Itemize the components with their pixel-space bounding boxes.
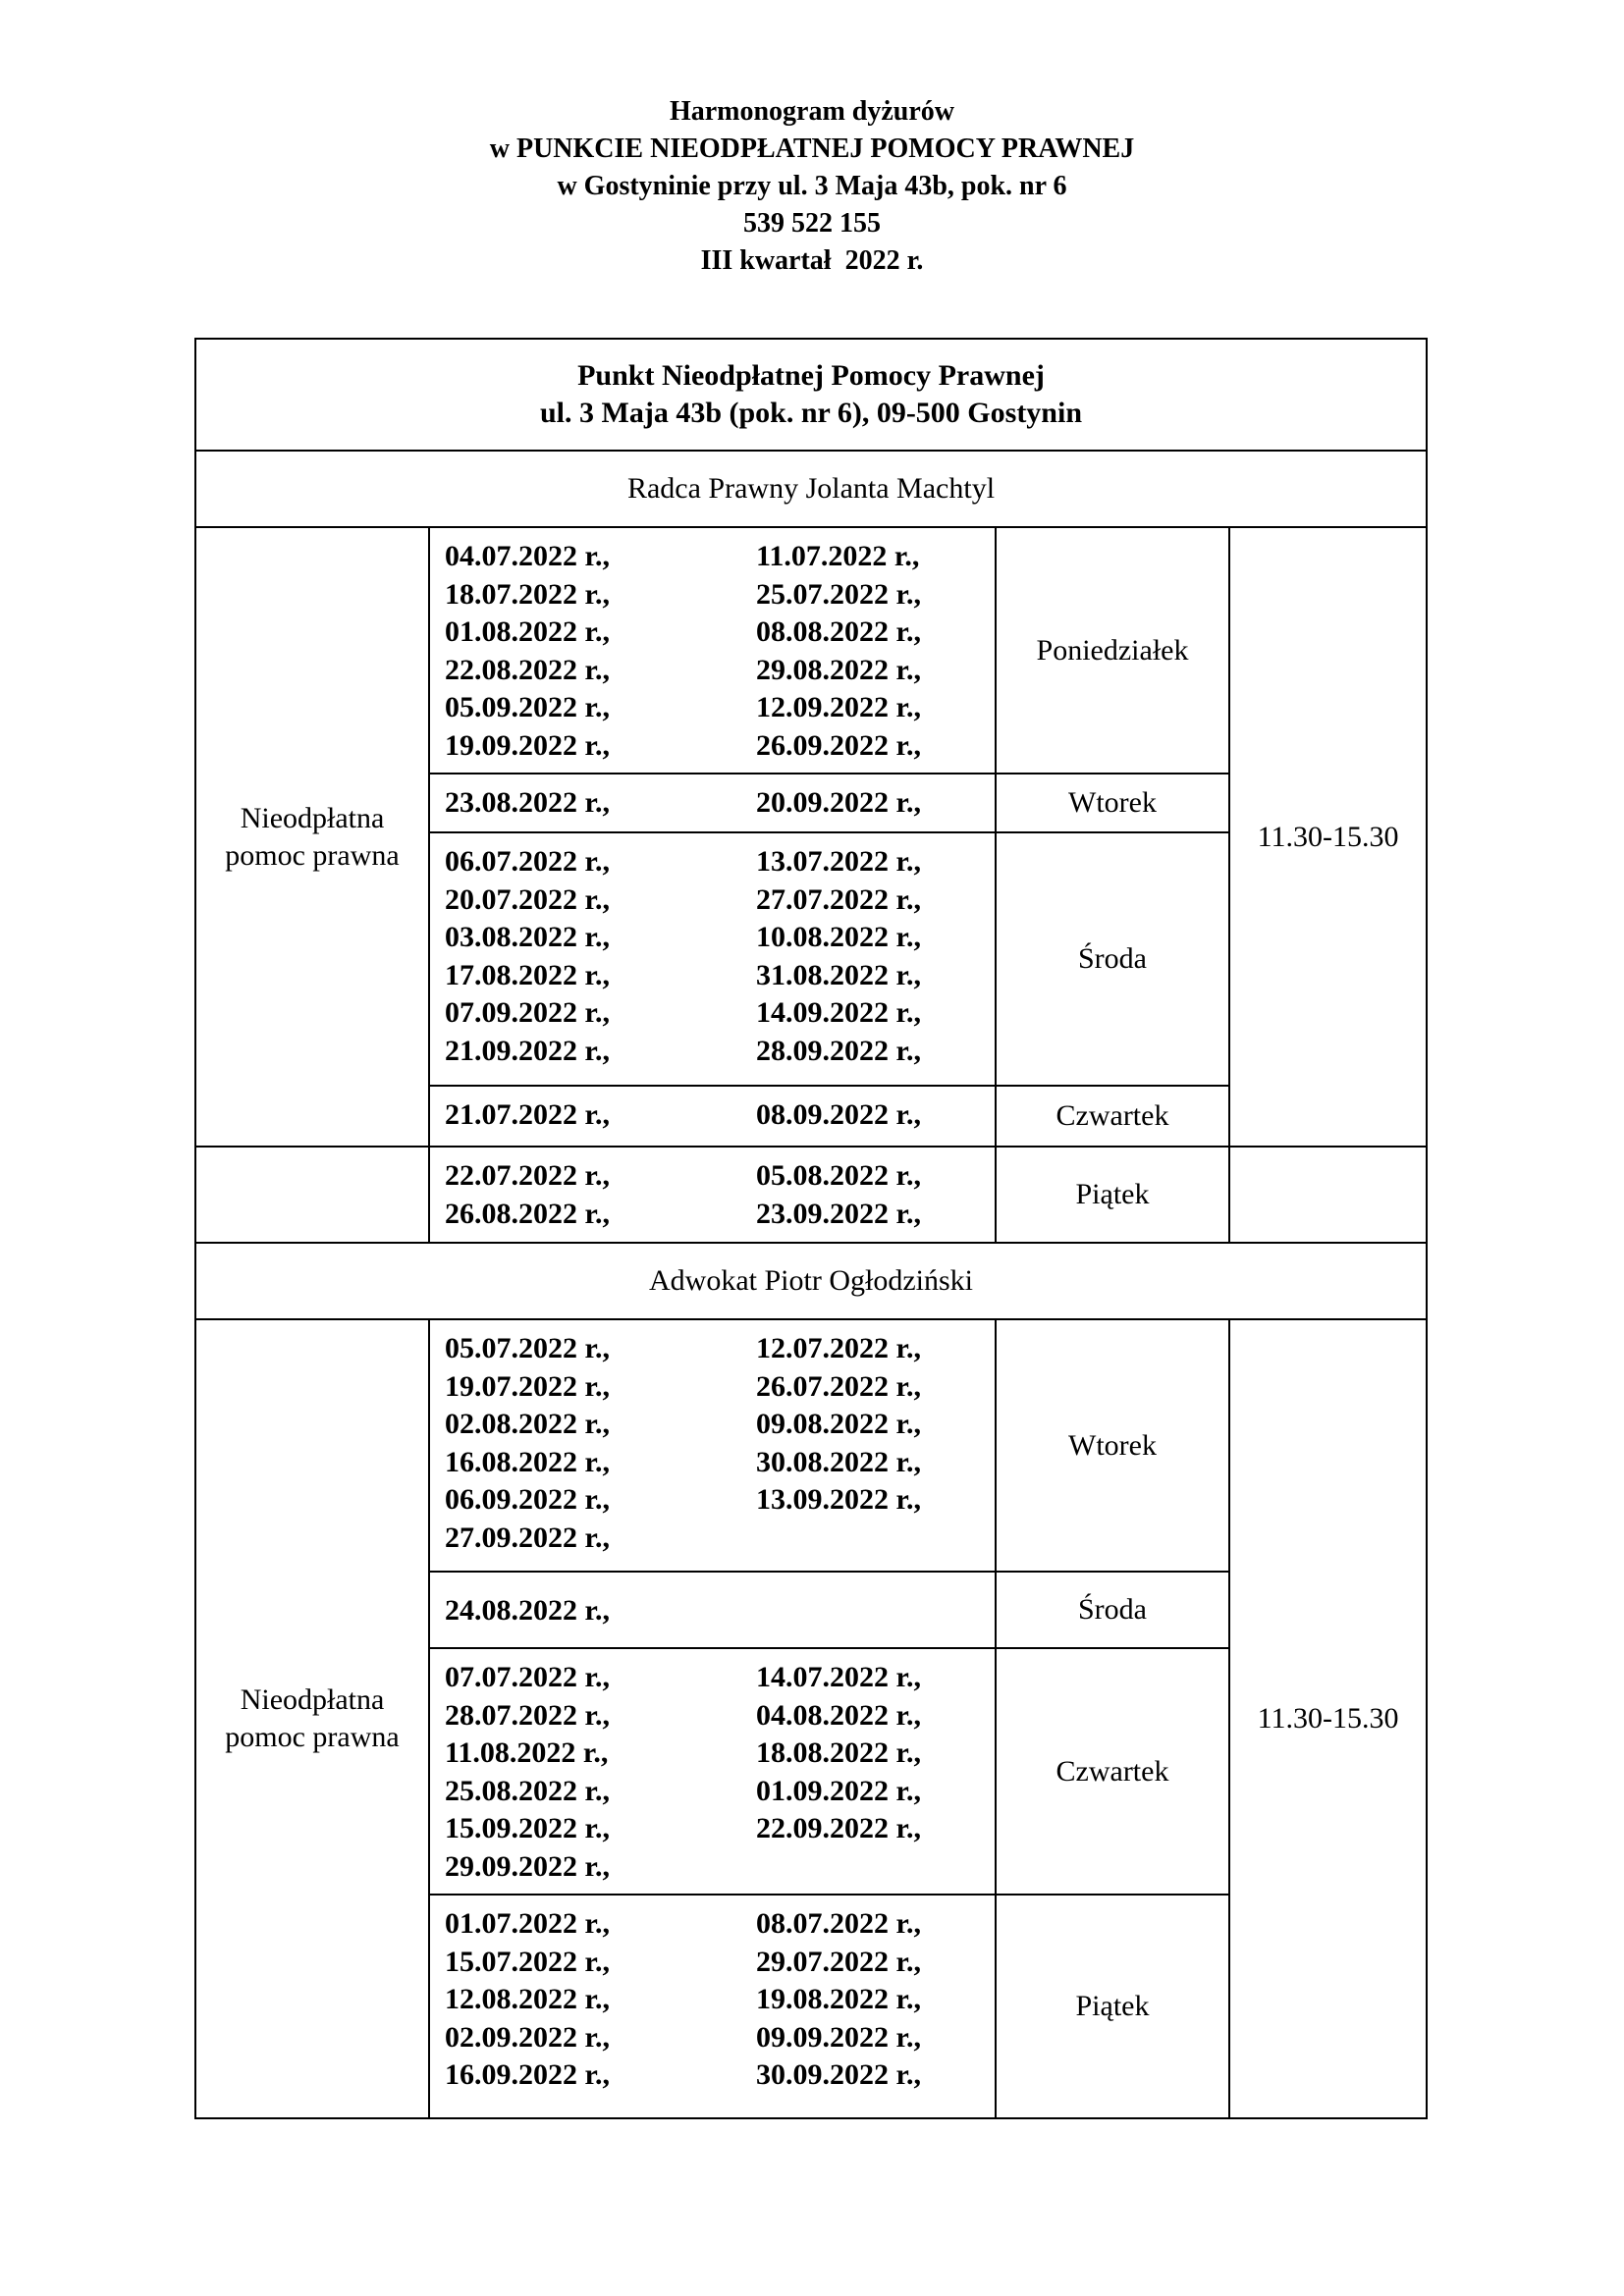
dates-cell	[429, 527, 996, 774]
date: 28.07.2022 r.,	[445, 1698, 611, 1732]
lawyer-name: Radca Prawny Jolanta Machtyl	[195, 451, 1427, 527]
document-header	[0, 93, 1624, 280]
date: 23.09.2022 r.,	[756, 1197, 922, 1230]
date: 01.09.2022 r.,	[756, 1774, 922, 1807]
date: 19.07.2022 r.,	[445, 1369, 611, 1403]
date: 04.08.2022 r.,	[756, 1698, 922, 1732]
date: 18.08.2022 r.,	[756, 1736, 922, 1769]
weekday: Piątek	[996, 1147, 1229, 1243]
dates-cell	[429, 1319, 996, 1572]
date: 01.08.2022 r.,	[445, 615, 611, 648]
dates-cell	[429, 1086, 996, 1147]
date: 08.08.2022 r.,	[756, 615, 922, 648]
date: 16.09.2022 r.,	[445, 2058, 611, 2091]
date: 02.09.2022 r.,	[445, 2020, 611, 2054]
date: 29.07.2022 r.,	[756, 1945, 922, 1978]
dates-list	[445, 1157, 995, 1233]
dates-list	[445, 1659, 995, 1886]
service-label	[195, 1319, 429, 2118]
date: 23.08.2022 r.,	[445, 786, 611, 819]
table-title: Punkt Nieodpłatnej Pomocy Prawnej	[577, 359, 1045, 392]
date: 20.07.2022 r.,	[445, 882, 611, 916]
date: 28.09.2022 r.,	[756, 1034, 922, 1067]
service-label	[195, 527, 429, 1147]
dates-list	[445, 843, 995, 1070]
date: 26.09.2022 r.,	[756, 728, 922, 762]
header-title: Harmonogram dyżurów	[669, 96, 955, 127]
weekday: Wtorek	[996, 774, 1229, 832]
dates-cell	[429, 774, 996, 832]
service-label-line1: Nieodpłatna	[240, 1683, 385, 1716]
date: 09.08.2022 r.,	[756, 1408, 922, 1440]
date: 22.07.2022 r.,	[445, 1159, 611, 1192]
date: 25.08.2022 r.,	[445, 1774, 611, 1807]
date: 26.07.2022 r.,	[756, 1369, 922, 1403]
date	[756, 1592, 982, 1630]
date: 15.09.2022 r.,	[445, 1812, 611, 1844]
date: 11.08.2022 r.,	[445, 1736, 609, 1769]
date: 08.09.2022 r.,	[756, 1098, 922, 1131]
date: 26.08.2022 r.,	[445, 1197, 611, 1230]
schedule-table	[194, 338, 1428, 2119]
service-label-line2: pomoc prawna	[225, 838, 400, 872]
date: 10.08.2022 r.,	[756, 921, 922, 953]
hours: 11.30-15.30	[1229, 527, 1427, 1147]
dates-list	[445, 1905, 995, 2095]
lawyer-row	[195, 451, 1427, 527]
date: 05.09.2022 r.,	[445, 691, 611, 723]
date: 24.08.2022 r.,	[445, 1593, 611, 1627]
schedule-row	[195, 1319, 1427, 1572]
dates-cell	[429, 1648, 996, 1895]
date: 05.08.2022 r.,	[756, 1159, 922, 1192]
date: 06.09.2022 r.,	[445, 1483, 611, 1516]
date: 07.09.2022 r.,	[445, 996, 611, 1029]
header-phone: 539 522 155	[743, 208, 881, 239]
lawyer-row	[195, 1243, 1427, 1319]
date: 18.07.2022 r.,	[445, 577, 611, 611]
weekday: Wtorek	[996, 1319, 1229, 1572]
date: 06.07.2022 r.,	[445, 845, 611, 878]
date: 04.07.2022 r.,	[445, 540, 611, 572]
date: 27.09.2022 r.,	[445, 1521, 611, 1554]
dates-list	[445, 784, 995, 823]
empty-label-cell	[195, 1147, 429, 1243]
dates-list	[445, 1592, 995, 1630]
table-address: ul. 3 Maja 43b (pok. nr 6), 09-500 Gostynin	[540, 397, 1083, 429]
date: 12.08.2022 r.,	[445, 1983, 611, 2015]
weekday: Środa	[996, 1572, 1229, 1648]
dates-cell	[429, 1572, 996, 1648]
date: 15.07.2022 r.,	[445, 1945, 611, 1978]
date: 14.09.2022 r.,	[756, 996, 922, 1029]
empty-hours-cell	[1229, 1147, 1427, 1243]
date	[756, 1848, 982, 1887]
date: 12.09.2022 r.,	[756, 691, 922, 723]
dates-list	[445, 1330, 995, 1557]
date: 08.07.2022 r.,	[756, 1907, 922, 1940]
header-quarter: III kwartał 2022 r.	[700, 245, 924, 276]
date: 13.09.2022 r.,	[756, 1483, 922, 1516]
weekday: Czwartek	[996, 1086, 1229, 1147]
table-title-row	[195, 339, 1427, 451]
date: 29.09.2022 r.,	[445, 1849, 611, 1883]
date: 01.07.2022 r.,	[445, 1907, 611, 1940]
date: 19.09.2022 r.,	[445, 728, 611, 762]
header-point-name: w PUNKCIE NIEODPŁATNEJ POMOCY PRAWNEJ	[489, 133, 1135, 164]
header-address: w Gostyninie przy ul. 3 Maja 43b, pok. nr 6	[557, 171, 1067, 201]
dates-list	[445, 538, 995, 765]
date: 30.08.2022 r.,	[756, 1445, 922, 1478]
date: 13.07.2022 r.,	[756, 845, 922, 878]
date: 16.08.2022 r.,	[445, 1445, 611, 1478]
date: 22.08.2022 r.,	[445, 653, 611, 686]
weekday: Środa	[996, 832, 1229, 1086]
date: 19.08.2022 r.,	[756, 1983, 922, 2015]
date: 20.09.2022 r.,	[756, 786, 922, 819]
service-label-line2: pomoc prawna	[225, 1721, 400, 1753]
date: 21.09.2022 r.,	[445, 1034, 611, 1067]
service-label-line1: Nieodpłatna	[240, 801, 385, 834]
hours: 11.30-15.30	[1229, 1319, 1427, 2118]
date	[756, 1520, 982, 1558]
date: 14.07.2022 r.,	[756, 1661, 922, 1693]
date: 31.08.2022 r.,	[756, 958, 922, 991]
date: 02.08.2022 r.,	[445, 1408, 611, 1440]
date: 29.08.2022 r.,	[756, 653, 922, 686]
date: 27.07.2022 r.,	[756, 882, 922, 916]
weekday: Piątek	[996, 1895, 1229, 2118]
dates-cell	[429, 1895, 996, 2118]
date: 05.07.2022 r.,	[445, 1332, 611, 1364]
weekday: Poniedziałek	[996, 527, 1229, 774]
date: 03.08.2022 r.,	[445, 921, 611, 953]
date: 25.07.2022 r.,	[756, 577, 922, 611]
dates-cell	[429, 1147, 996, 1243]
date: 30.09.2022 r.,	[756, 2058, 922, 2091]
date: 17.08.2022 r.,	[445, 958, 611, 991]
schedule-row	[195, 527, 1427, 774]
lawyer-name: Adwokat Piotr Ogłodziński	[195, 1243, 1427, 1319]
dates-list	[445, 1096, 995, 1135]
dates-cell	[429, 832, 996, 1086]
weekday: Czwartek	[996, 1648, 1229, 1895]
table-title-cell	[195, 339, 1427, 451]
date: 09.09.2022 r.,	[756, 2020, 922, 2054]
date: 11.07.2022 r.,	[756, 540, 920, 572]
date: 21.07.2022 r.,	[445, 1098, 611, 1131]
date: 12.07.2022 r.,	[756, 1332, 922, 1364]
date: 07.07.2022 r.,	[445, 1661, 611, 1693]
schedule-row	[195, 1147, 1427, 1243]
date: 22.09.2022 r.,	[756, 1812, 922, 1844]
